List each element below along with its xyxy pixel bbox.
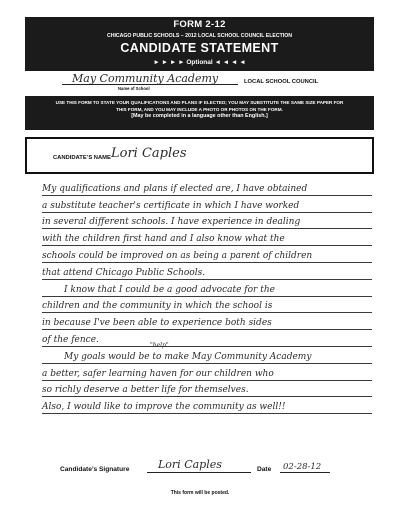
statement-line <box>42 330 372 347</box>
instructions-line-1: USE THIS FORM TO STATE YOUR QUALIFICATIONS AND PLANS IF ELECTED; YOU MAY SUBSTITUTE THE SAME SIZE PAPER FOR <box>55 100 344 105</box>
statement-text: a better, safer learning haven for our children who <box>42 368 274 379</box>
posting-notice: This form will be posted. <box>170 490 230 496</box>
statement-line <box>42 196 372 213</box>
instructions-line-3: [May be completed in a language other than English.] <box>131 113 268 119</box>
statement-line <box>42 213 372 230</box>
date-value[interactable]: 02-28-12 <box>283 462 322 472</box>
form-number: FORM 2-12 <box>173 19 226 30</box>
insertion-note: "help" <box>150 341 169 349</box>
school-name-caption: Name of School <box>118 86 150 91</box>
local-school-council-label: LOCAL SCHOOL COUNCIL <box>244 79 319 85</box>
instructions-banner <box>25 96 374 130</box>
signature-line <box>147 472 251 473</box>
statement-text: I know that I could be a good advocate for the <box>64 284 275 295</box>
candidate-name-label: CANDIDATE’S NAME <box>53 155 111 161</box>
statement-text: in because I've been able to experience both sides <box>42 318 272 329</box>
statement-line <box>42 364 372 381</box>
statement-text: children and the community in which the school is <box>42 301 273 312</box>
date-label: Date <box>257 466 272 473</box>
statement-line <box>42 263 372 280</box>
statement-text: schools could be improved on as being a parent of children <box>42 250 313 261</box>
election-title: CHICAGO PUBLIC SCHOOLS – 2012 LOCAL SCHOOL COUNCIL ELECTION <box>106 33 293 39</box>
instructions-line-2: THIS FORM, AND YOU MAY INCLUDE A PHOTO OR PHOTOS ON THE FORM. <box>116 107 283 112</box>
statement-text: in several different schools. I have experience in dealing <box>42 217 301 228</box>
statement-line <box>42 229 372 246</box>
statement-text: that attend Chicago Public Schools. <box>42 267 206 278</box>
statement-text: of the fence. <box>42 334 99 345</box>
optional-banner: ► ► ► ► Optional ◄ ◄ ◄ ◄ <box>153 59 246 66</box>
statement-text: with the children first hand and I also know what the <box>42 234 285 245</box>
signature-value[interactable]: Lori Caples <box>158 458 222 471</box>
statement-text: a substitute teacher's certificate in which I have worked <box>42 200 300 211</box>
statement-line <box>42 280 372 297</box>
statement-line <box>42 297 372 314</box>
statement-text: My qualifications and plans if elected are, I have obtained <box>42 183 308 194</box>
statement-area[interactable] <box>42 179 372 414</box>
school-name-line <box>62 84 238 85</box>
candidate-name-value[interactable]: Lori Caples <box>111 146 187 161</box>
form-title: CANDIDATE STATEMENT <box>120 41 279 55</box>
statement-line <box>42 381 372 398</box>
statement-line <box>42 179 372 196</box>
statement-line <box>42 341 372 364</box>
statement-text: My goals would be to make May Community Academy <box>64 351 312 362</box>
statement-line <box>42 313 372 330</box>
statement-line <box>42 246 372 263</box>
form-header <box>25 17 374 71</box>
school-name-value[interactable]: May Community Academy <box>72 72 219 85</box>
date-line <box>280 472 330 473</box>
candidate-name-box <box>25 137 374 174</box>
signature-label: Candidate’s Signature <box>60 466 130 473</box>
statement-line <box>42 397 372 414</box>
statement-text: so richly deserve a better life for themselves. <box>42 385 249 396</box>
statement-text: Also, I would like to improve the community as well!! <box>42 402 286 413</box>
